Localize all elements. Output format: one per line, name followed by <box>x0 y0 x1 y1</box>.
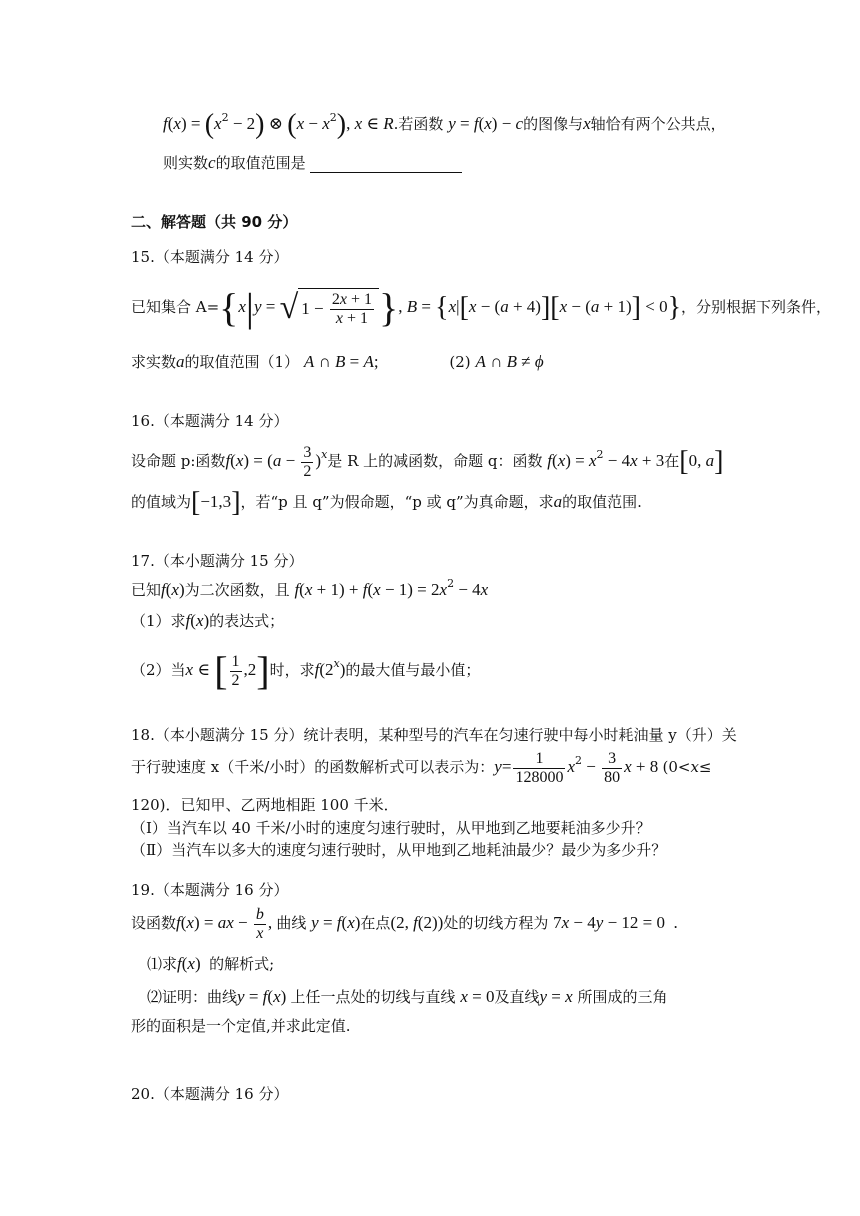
q17-line1: 已知f(x)为二次函数，且 $f(x + 1) + f(x - 1) = 2x^2 - 4x$ <box>131 577 489 599</box>
q17-line2: （1）求f(x)的表达式； <box>131 611 285 630</box>
q18-line3: 120)．已知甲、乙两地相距 100 千米． <box>131 796 399 814</box>
q16-header: 16.（本题满分 14 分） <box>131 412 289 430</box>
q19-header: 19.（本题满分 16 分） <box>131 881 289 899</box>
q15-line1: 已知集合 A={x|y = √ 1 − $\frac{2x + 1}{x + 1}$ }, B = {x|[x − (a + 4)][x − (a + 1)] < 0}，分别根据下列条件， <box>131 285 832 330</box>
q18-part1: （Ⅰ）当汽车以 40 千米/小时的速度匀速行驶时，从甲地到乙地要耗油多少升？ <box>131 819 651 837</box>
q16-line2: 的值域为[−1,3]，若“p 且 q”为假命题，“p 或 q”为真命题，求a的取值范围. <box>131 487 642 518</box>
q19-line3: ⑵证明：曲线y = f(x) 上任一点处的切线与直线 x = 0及直线y = x 所围成的三角 <box>147 987 668 1006</box>
q19-line2: ⑴求f(x) 的解析式; <box>147 954 275 973</box>
q19-line1: 设函数f(x) = ax − $\frac{b}{x}$ , 曲线 y = f(x)在点(2, f(2))处的切线方程为 7x − 4y − 12 = 0 . <box>131 905 678 942</box>
q18-line1: 18.（本小题满分 15 分）统计表明，某种型号的汽车在匀速行驶中每小时耗油量 y（升）关 <box>131 726 737 744</box>
answer-blank[interactable] <box>310 154 462 173</box>
q16-line1: 设命题 p:函数f(x) = (a − $\frac{3}{2}$ )$^x$是 R 上的减函数，命题 q：函数 $f(x) = x^2 - 4x + 3$在[0, a] <box>131 443 724 480</box>
q14-line1: $f(x) = (x^2 - 2)$ ⊗ $(x - x^2)$, x ∈ R.若函数 y = f(x) − c的图像与x轴恰有两个公共点， <box>163 109 726 140</box>
section-title: 二、解答题（共 90 分） <box>131 213 298 231</box>
q20-header: 20.（本题满分 16 分） <box>131 1085 289 1103</box>
q17-line3: （2）当x ∈ [ $\frac{1}{2}$ ,2]时，求f(2$^x$)的最大值与最小值； <box>131 648 481 693</box>
q15-header: 15.（本题满分 14 分） <box>131 248 289 266</box>
q18-part2: （Ⅱ）当汽车以多大的速度匀速行驶时，从甲地到乙地耗油最少？最少为多少升？ <box>131 841 667 859</box>
q15-line2: 求实数a的取值范围（1） A ∩ B = A; (2) A ∩ B ≠ ϕ <box>131 352 544 371</box>
q18-line2: 于行驶速度 x（千米/小时）的函数解析式可以表示为：y= $\frac{1}{128000}$ $x^2$ − $\frac{3}{80}$ x + 8 (0<x≤ <box>131 749 712 786</box>
q17-header: 17.（本小题满分 15 分） <box>131 552 304 570</box>
q19-line4: 形的面积是一个定值,并求此定值. <box>131 1017 351 1035</box>
q14-line2: 则实数c的取值范围是 <box>163 153 462 173</box>
